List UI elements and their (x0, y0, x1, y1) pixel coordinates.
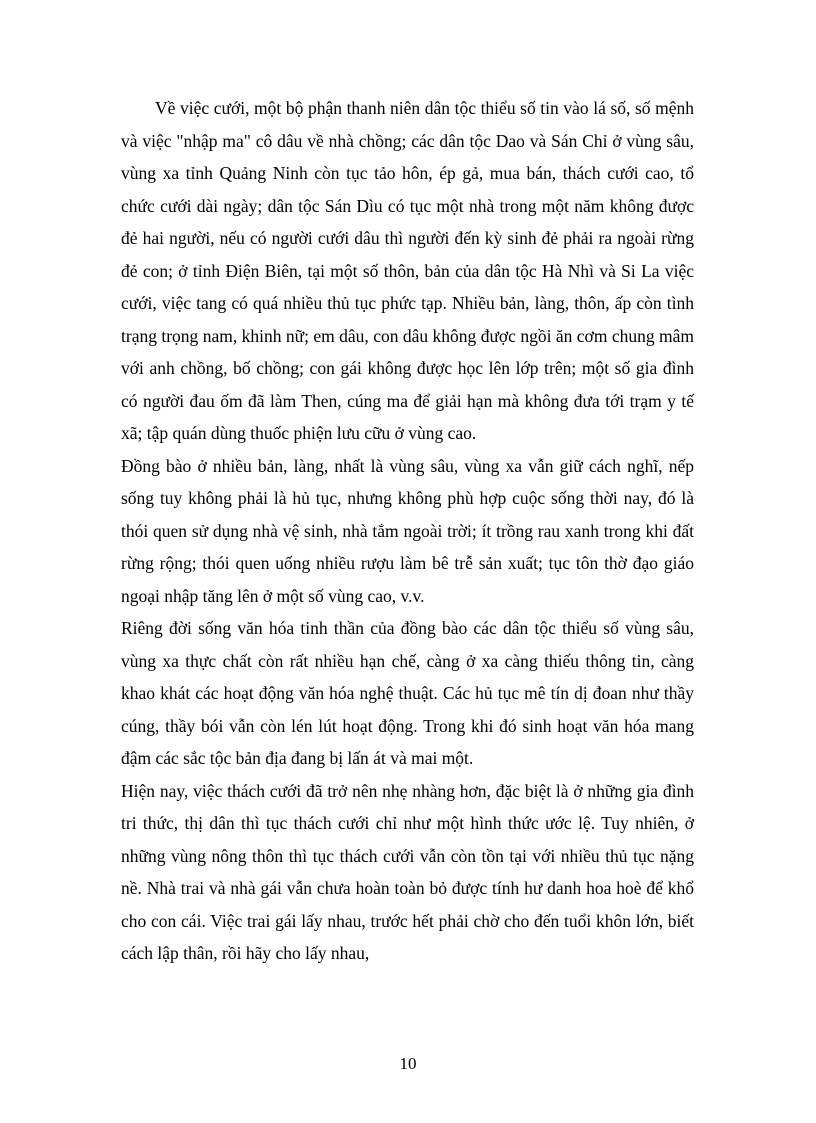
page-number: 10 (399, 1054, 417, 1073)
page-body (121, 92, 694, 970)
paragraph-bride-price: Hiện nay, việc thách cưới đã trở nên nhẹ nhàng hơn, đặc biệt là ở những gia đình tri thức, thị dân thì tục thách cưới chỉ như một hình thức ước lệ. Tuy nhiên, ở những vùng nông thôn thì tục thách cưới vẫn còn tồn tại với nhiều thủ tục nặng nề. Nhà trai và nhà gái vẫn chưa hoàn toàn bỏ được tính hư danh hoa hoè để khổ cho con cái. Việc trai gái lấy nhau, trước hết phải chờ cho đến tuổi khôn lớn, biết cách lập thân, rồi hãy cho lấy nhau, (121, 780, 694, 963)
paragraph-spiritual-life: Riêng đời sống văn hóa tinh thần của đồng bào các dân tộc thiểu số vùng sâu, vùng xa thực chất còn rất nhiều hạn chế, càng ở xa càng thiếu thông tin, càng khao khát các hoạt động văn hóa nghệ thuật. Các hủ tục mê tín dị đoan như thầy cúng, thầy bói vẫn còn lén lút hoạt động. Trong khi đó sinh hoạt văn hóa mang đậm các sắc tộc bản địa đang bị lấn át và mai một. (121, 618, 694, 768)
paragraph-lifestyle-habits: Đồng bào ở nhiều bản, làng, nhất là vùng sâu, vùng xa vẫn giữ cách nghĩ, nếp sống tuy không phải là hủ tục, nhưng không phù hợp cuộc sống thời nay, đó là thói quen sử dụng nhà vệ sinh, nhà tắm ngoài trời; ít trồng rau xanh trong khi đất rừng rộng; thói quen uống nhiều rượu làm bê trễ sản xuất; tục tôn thờ đạo giáo ngoại nhập tăng lên ở một số vùng cao, v.v. (121, 455, 694, 606)
paragraph-wedding-customs: Về việc cưới, một bộ phận thanh niên dân tộc thiểu số tin vào lá số, số mệnh và việc "nhập ma" cô dâu về nhà chồng; các dân tộc Dao và Sán Chỉ ở vùng sâu, vùng xa tỉnh Quảng Ninh còn tục tảo hôn, ép gả, mua bán, thách cưới cao, tổ chức cưới dài ngày; dân tộc Sán Dìu có tục một nhà trong một năm không được đẻ hai người, nếu có người cưới dâu thì người đến kỳ sinh đẻ phải ra ngoài rừng đẻ con; ở tỉnh Điện Biên, tại một số thôn, bản của dân tộc Hà Nhì và Si La việc cưới, việc tang có quá nhiều thủ tục phức tạp. Nhiều bản, làng, thôn, ấp còn tình trạng trọng nam, khinh nữ; em dâu, con dâu không được ngồi ăn cơm chung mâm với anh chồng, bố chồng; con gái không được học lên lớp trên; một số gia đình có người đau ốm đã làm Then, cúng ma để giải hạn mà không đưa tới trạm y tế xã; tập quán dùng thuốc phiện lưu cữu ở vùng cao. (121, 98, 694, 443)
